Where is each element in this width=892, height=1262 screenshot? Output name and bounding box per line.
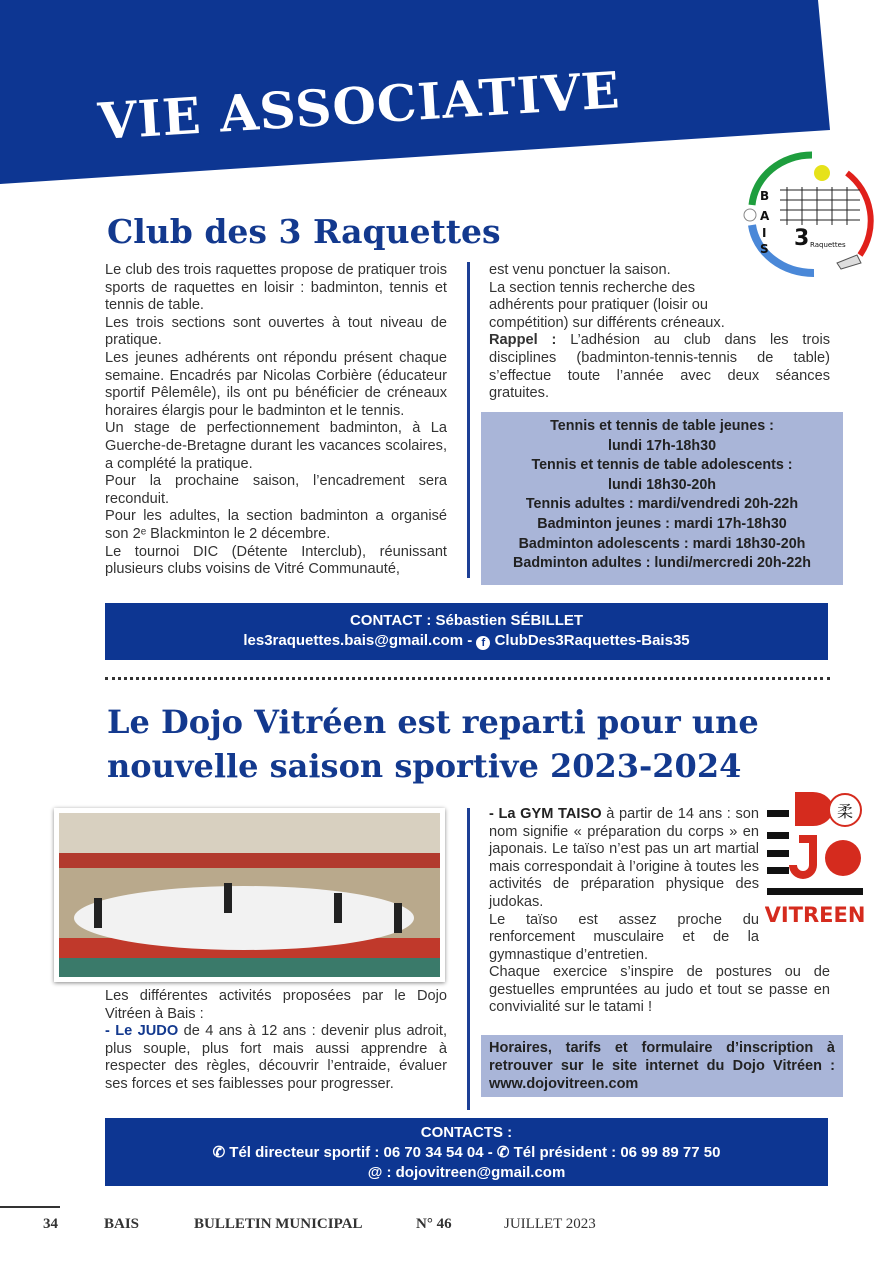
svg-text:B: B — [760, 189, 770, 203]
paragraph: La section tennis recherche des adhérents pour pratiquer (loisir ou compétition) sur différents créneaux. — [489, 279, 725, 331]
page-number: 34 — [43, 1216, 58, 1232]
paragraph: Les trois sections sont ouvertes à tout niveau de pratique. — [105, 314, 447, 349]
schedule-line: lundi 17h-18h30 — [607, 437, 717, 454]
svg-text:柔: 柔 — [836, 802, 854, 821]
svg-text:Raquettes: Raquettes — [810, 241, 846, 249]
paragraph: Pour la prochaine saison, l’encadrement sera reconduit. — [105, 473, 447, 507]
schedule-line: lundi 18h30-20h — [607, 476, 717, 493]
section-separator — [105, 677, 830, 680]
paragraph: Les différentes activités proposées par le Dojo Vitréen à Bais : — [105, 988, 447, 1022]
taiso-label: - La GYM TAISO — [489, 806, 602, 822]
footer-date: JUILLET 2023 — [504, 1216, 596, 1232]
footer-issue: N° 46 — [416, 1216, 452, 1232]
section-title: VIE ASSOCIATIVE — [96, 60, 622, 151]
column-divider — [467, 262, 470, 578]
dojo-title — [107, 700, 759, 788]
dojo-contacts-box — [105, 1118, 828, 1186]
schedule-line: Badminton jeunes : mardi 17h-18h30 — [537, 515, 787, 532]
reminder-text: L’adhésion au club dans les trois disciplines (badminton-tennis-tennis de table) s’effectue toute l’année avec deux séances gratuites. — [489, 332, 831, 402]
judo-group-photo — [54, 808, 445, 982]
footer-town: BAIS — [104, 1216, 140, 1232]
judo-text: de 4 ans à 12 ans : devenir plus adroit, plus souple, plus fort mais aussi apprendre à respecter des règles, découvrir l’entraide, évaluer ses forces et ses faiblesses pour progresser. — [105, 1023, 447, 1092]
club-title: Club des 3 Raquettes — [107, 212, 501, 251]
judo-label: - Le JUDO — [105, 1023, 179, 1040]
contacts-title: CONTACTS : — [420, 1124, 513, 1141]
club-left-column — [105, 262, 447, 579]
contact-name: CONTACT : Sébastien SÉBILLET — [349, 612, 584, 629]
contact-email[interactable]: les3raquettes.bais@gmail.com - — [243, 632, 473, 649]
facebook-link[interactable]: ClubDes3Raquettes-Bais35 — [494, 632, 690, 649]
taiso-text: à partir de 14 ans : son nom signifie « préparation du corps » en japonais. Le taïso n’est pas un art martial mais correspondait à l’origine à toutes les activités de préparation physique des judokas. — [489, 806, 760, 910]
facebook-icon: f — [476, 636, 490, 650]
dojo-title-line: nouvelle saison sportive 2023-2024 — [107, 747, 742, 785]
paragraph — [489, 332, 830, 402]
paragraph: Chaque exercice s’inspire de postures ou de gestuelles empruntées au judo et tout se passe en convivialité sur le tatami ! — [489, 964, 830, 1016]
club-logo — [742, 145, 882, 280]
svg-text:S: S — [760, 242, 769, 256]
contacts-email[interactable]: @ : dojovitreen@gmail.com — [367, 1164, 566, 1181]
dojo-left-column — [105, 988, 447, 1094]
schedule-line: Badminton adolescents : mardi 18h30-20h — [518, 535, 806, 552]
paragraph: Le club des trois raquettes propose de pratiquer trois sports de raquettes en loisir : badminton, tennis et tennis de table. — [105, 262, 447, 314]
schedule-line: Tennis et tennis de table adolescents : — [531, 457, 793, 474]
dojo-title-line: Le Dojo Vitréen est reparti pour une — [107, 703, 759, 741]
column-divider — [467, 808, 470, 1110]
reminder-label: Rappel : — [489, 332, 557, 349]
footer-publication: BULLETIN MUNICIPAL — [194, 1216, 363, 1232]
dojo-logo — [765, 790, 865, 925]
svg-text:I: I — [762, 226, 767, 240]
paragraph: est venu ponctuer la saison. — [489, 262, 671, 278]
dojo-info-box: Horaires, tarifs et formulaire d’inscription à retrouver sur le site internet du Dojo Vitréen : www.dojovitreen.com — [481, 1035, 843, 1097]
svg-text:A: A — [760, 209, 770, 223]
dojo-right-column-bottom — [489, 964, 830, 1017]
paragraph: Le taïso est assez proche du renforcement musculaire et de la gymnastique d’entretien. — [489, 911, 759, 963]
svg-text:3: 3 — [794, 226, 810, 251]
schedule-box — [481, 412, 843, 585]
paragraph: Le tournoi DIC (Détente Interclub), réunissant plusieurs clubs voisins de Vitré Communauté, — [105, 543, 447, 578]
paragraph — [489, 806, 759, 912]
schedule-line: Tennis adultes : mardi/vendredi 20h-22h — [525, 496, 799, 513]
footer-rule — [0, 1206, 60, 1208]
svg-text:VITREEN: VITREEN — [765, 903, 865, 925]
paragraph: Un stage de perfectionnement badminton, à La Guerche-de-Bretagne durant les vacances scolaires, a complété la pratique. — [105, 420, 447, 472]
paragraph: Pour les adultes, la section badminton a organisé son 2ᵉ Blackminton le 2 décembre. — [105, 508, 447, 542]
paragraph: Les jeunes adhérents ont répondu présent chaque semaine. Encadrés par Nicolas Corbière (éducateur sportif Pêlemêle), ils ont pu bénéficier de créneaux horaires élargis pour le badminton et le tennis. — [105, 349, 447, 419]
paragraph — [105, 1023, 447, 1093]
club-contact-box — [105, 603, 828, 660]
club-right-column — [489, 262, 830, 403]
contacts-phones: ✆ Tél directeur sportif : 06 70 34 54 04 - ✆ Tél président : 06 99 89 77 50 — [212, 1144, 721, 1161]
schedule-line: Tennis et tennis de table jeunes : — [550, 418, 774, 434]
schedule-line: Badminton adultes : lundi/mercredi 20h-22h — [513, 555, 811, 572]
dojo-right-column — [489, 806, 759, 964]
